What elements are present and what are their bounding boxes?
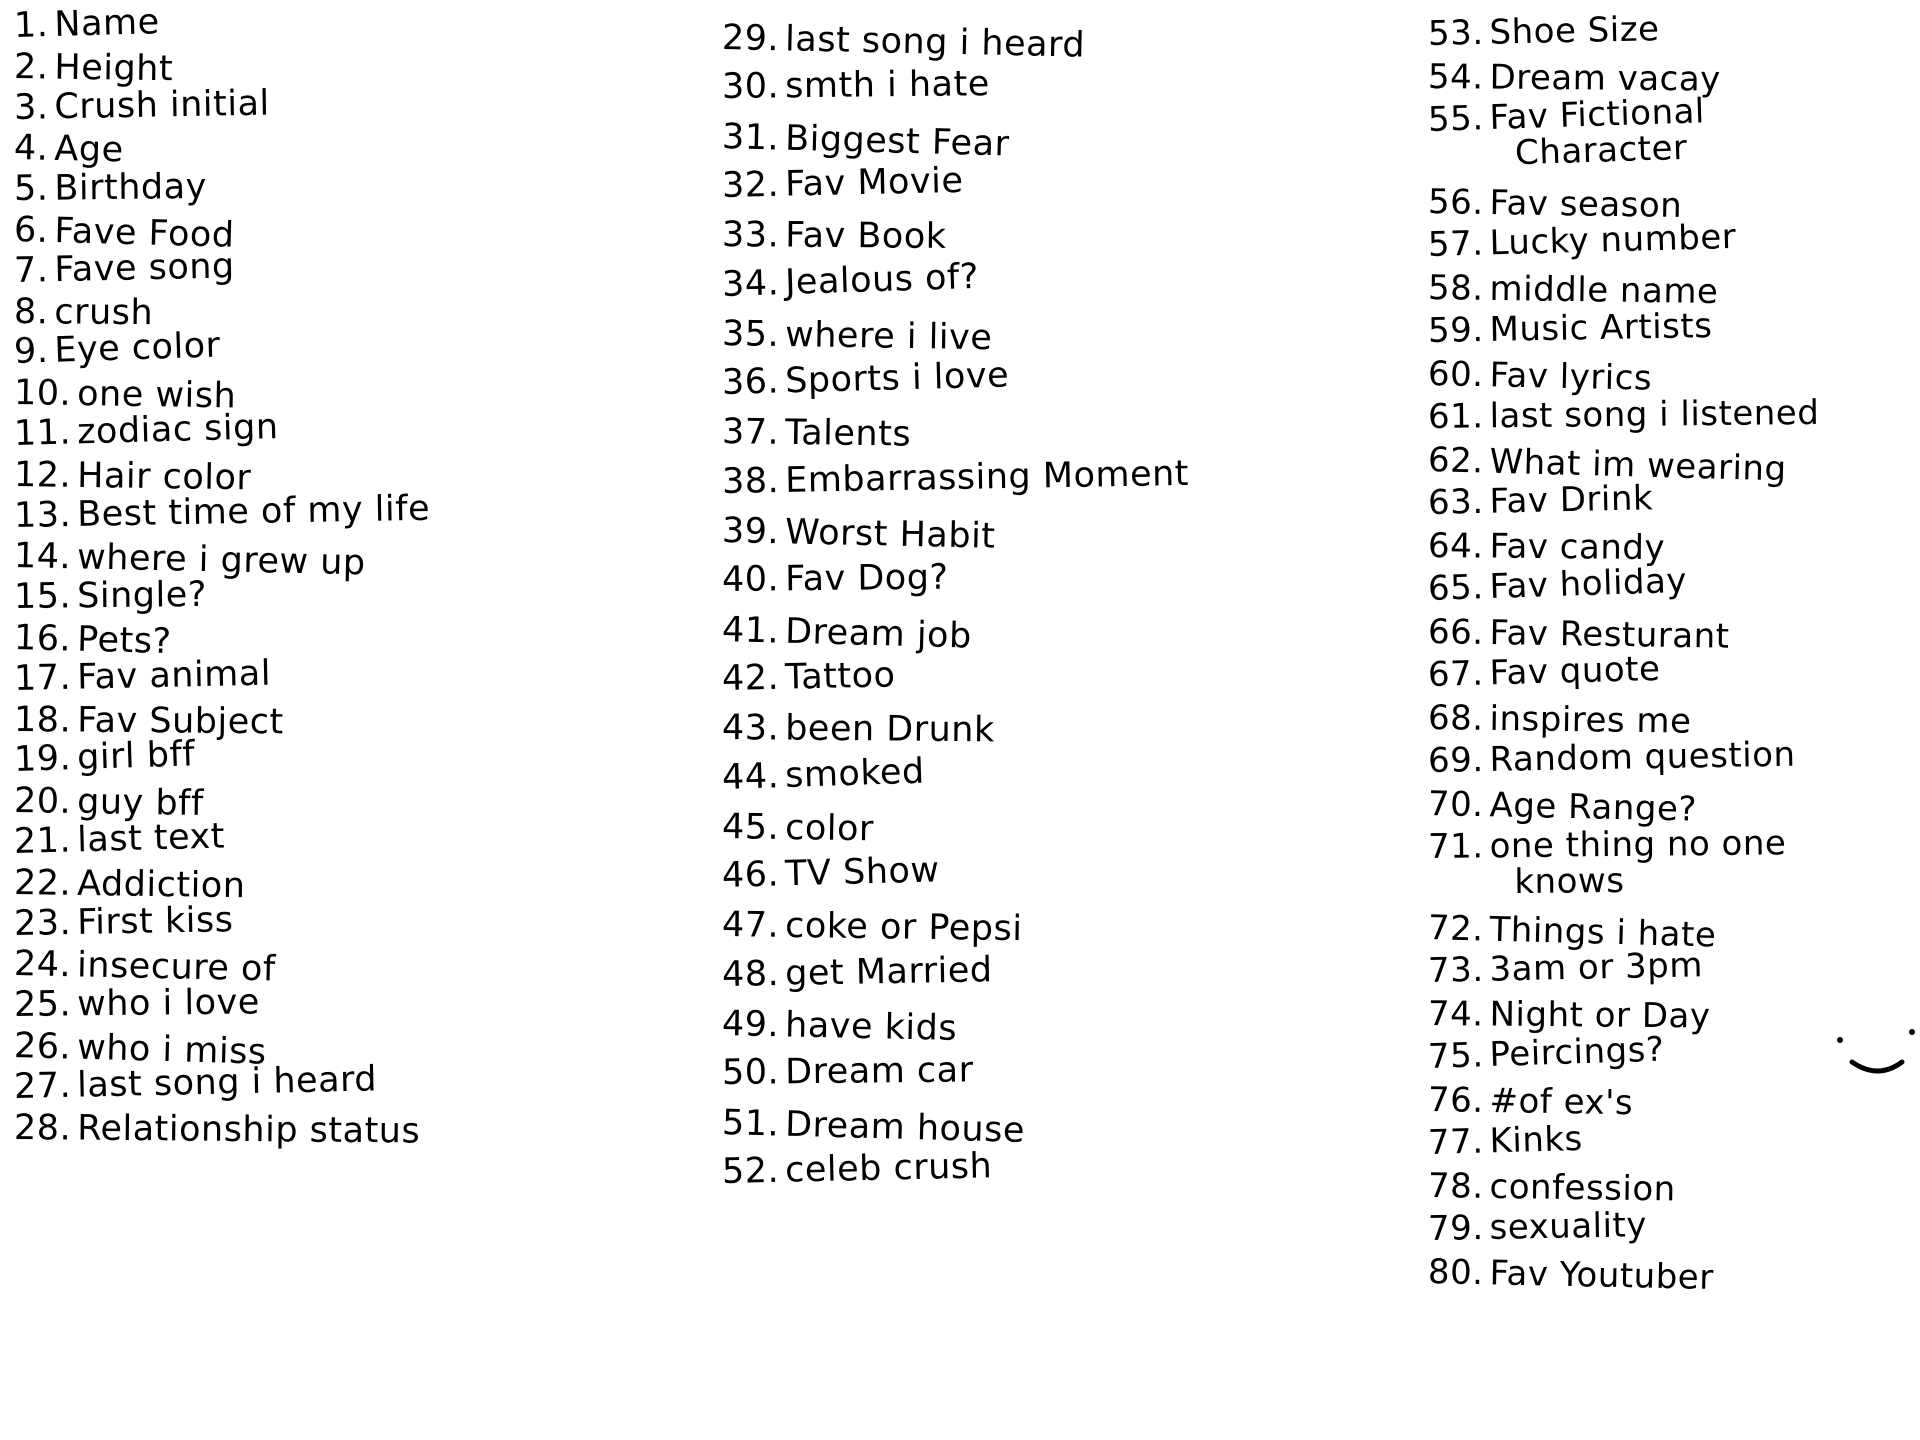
question-item — [14, 983, 260, 1026]
question-text: Fav animal — [76, 653, 272, 698]
question-text: Addiction — [76, 863, 246, 907]
question-item — [721, 117, 1009, 165]
question-text: Dream car — [784, 1050, 974, 1093]
question-text: Worst Habit — [784, 512, 996, 557]
question-text: Talents — [784, 413, 912, 456]
question-text: been Drunk — [784, 708, 995, 751]
question-item — [1428, 698, 1692, 742]
question-number: 4. — [13, 128, 49, 170]
question-number: 71. — [1427, 826, 1484, 867]
question-item — [14, 246, 235, 291]
question-number: 7. — [13, 250, 49, 291]
question-item — [14, 128, 124, 170]
question-item — [722, 708, 995, 750]
question-text: Age Range? — [1489, 784, 1698, 830]
question-text: crush — [54, 291, 154, 333]
question-text: Dream vacay — [1489, 57, 1721, 100]
question-number: 10. — [13, 373, 72, 415]
question-number: 19. — [13, 738, 72, 781]
question-item — [1428, 784, 1698, 830]
question-item — [14, 863, 246, 906]
question-text: Fav lyrics — [1489, 354, 1653, 399]
question-text: Fav Subject — [76, 700, 284, 742]
question-number: 11. — [13, 412, 72, 454]
question-number: 27. — [13, 1065, 72, 1107]
question-text: Single? — [76, 575, 208, 617]
question-text: who i love — [76, 982, 260, 1025]
question-text: Fav Movie — [784, 160, 964, 205]
question-number: 50. — [721, 1052, 780, 1094]
question-number: 77. — [1427, 1121, 1485, 1164]
question-item — [13, 2, 160, 46]
question-number: 67. — [1427, 653, 1485, 695]
question-number: 15. — [13, 576, 72, 618]
question-item — [722, 161, 964, 206]
question-number: 28. — [13, 1107, 72, 1149]
question-text: Music Artists — [1489, 305, 1713, 350]
question-text: last song i heard — [784, 19, 1086, 66]
question-text: Random question — [1489, 734, 1796, 780]
question-number: 76. — [1427, 1080, 1484, 1122]
question-text: coke or Pepsi — [784, 906, 1023, 950]
question-text: Lucky number — [1489, 216, 1737, 264]
question-item — [1428, 946, 1704, 992]
question-item — [1428, 1206, 1648, 1250]
question-number: 52. — [721, 1150, 780, 1192]
question-number: 46. — [721, 854, 780, 897]
question-item — [1428, 1080, 1634, 1123]
question-text: Pets? — [76, 619, 173, 663]
question-item — [1428, 1252, 1715, 1298]
question-number: 31. — [721, 116, 780, 159]
question-text: color — [784, 807, 875, 850]
question-number: 8. — [13, 291, 49, 332]
question-number: 2. — [13, 46, 49, 88]
question-number: 45. — [721, 806, 780, 848]
question-number: 18. — [13, 699, 72, 741]
question-item — [1428, 268, 1719, 312]
smiley-doodle — [1830, 1010, 1920, 1080]
question-item — [1428, 612, 1730, 657]
question-text: Biggest Fear — [784, 118, 1010, 165]
question-text: have kids — [784, 1005, 958, 1049]
question-number: 14. — [13, 536, 72, 578]
question-number: 1. — [13, 5, 49, 46]
question-text: Fav Dog? — [784, 557, 949, 600]
question-item — [722, 18, 1086, 66]
question-item — [13, 816, 225, 862]
question-text: Age — [53, 129, 125, 171]
question-number: 78. — [1427, 1166, 1484, 1208]
question-number: 48. — [721, 953, 780, 995]
question-text: confession — [1489, 1167, 1676, 1210]
question-text: zodiac sign — [76, 407, 280, 453]
question-number: 22. — [13, 862, 72, 904]
question-number: 57. — [1427, 223, 1485, 265]
question-item — [722, 412, 912, 455]
question-item — [721, 751, 925, 797]
question-text: Fav season — [1489, 182, 1683, 226]
question-number: 35. — [721, 313, 780, 355]
question-item — [722, 454, 1190, 502]
question-text: where i live — [784, 314, 993, 359]
question-number: 70. — [1427, 783, 1484, 825]
question-text: smoked — [784, 751, 926, 796]
question-number: 79. — [1427, 1208, 1484, 1250]
question-number: 36. — [721, 361, 780, 404]
question-item — [721, 610, 972, 657]
question-item — [722, 215, 947, 257]
question-text: Fav Resturant — [1489, 612, 1730, 657]
question-number: 26. — [13, 1026, 72, 1068]
question-number: 20. — [13, 781, 72, 823]
question-text: sexuality — [1489, 1205, 1648, 1249]
question-number: 16. — [13, 618, 72, 660]
question-number: 43. — [721, 708, 780, 749]
question-text: Fav candy — [1489, 526, 1666, 568]
question-text: inspires me — [1489, 698, 1692, 742]
question-text: Fav Book — [784, 215, 947, 258]
question-number: 63. — [1427, 481, 1484, 523]
question-number: 12. — [13, 454, 72, 496]
question-number: 53. — [1427, 12, 1484, 54]
question-number: 23. — [13, 902, 72, 944]
question-number: 3. — [13, 86, 49, 128]
question-number: 69. — [1427, 739, 1484, 781]
question-text: Fave Food — [53, 211, 236, 256]
question-item — [1428, 526, 1665, 568]
question-number: 37. — [721, 412, 780, 454]
question-text: Fav Fictional — [1488, 91, 1706, 139]
question-item — [14, 575, 207, 617]
question-item — [722, 314, 993, 358]
question-text: 3am or 3pm — [1489, 945, 1704, 991]
question-text: Relationship status — [76, 1108, 421, 1152]
question-item — [1428, 393, 1820, 437]
question-number: 13. — [13, 494, 72, 536]
question-text: Name — [53, 2, 161, 45]
question-item — [1428, 478, 1654, 523]
question-item — [1428, 9, 1660, 54]
question-number: 40. — [721, 559, 780, 601]
question-number: 5. — [13, 168, 49, 210]
question-item — [722, 655, 896, 699]
question-number: 59. — [1427, 309, 1484, 351]
question-number: 47. — [721, 905, 780, 947]
question-number: 55. — [1427, 98, 1485, 140]
question-item — [1428, 306, 1713, 351]
question-text: Fav Youtuber — [1489, 1253, 1715, 1299]
question-item — [1428, 734, 1796, 780]
question-number: 6. — [13, 210, 49, 251]
question-number: 65. — [1427, 566, 1485, 609]
question-item — [1427, 91, 1706, 174]
question-text: First kiss — [76, 899, 234, 943]
question-item — [722, 511, 996, 557]
question-text: Hair color — [76, 455, 252, 499]
question-text: insecure of — [76, 945, 277, 990]
question-number: 61. — [1427, 396, 1484, 437]
question-number: 32. — [721, 164, 780, 206]
question-item — [722, 558, 949, 600]
question-item — [13, 407, 279, 454]
question-text: where i grew up — [76, 537, 367, 584]
question-item — [721, 356, 1009, 404]
question-text-continued: Character — [1514, 127, 1688, 174]
question-text: Tattoo — [784, 655, 896, 698]
question-item — [722, 807, 874, 849]
question-text: last song i listened — [1489, 392, 1820, 437]
question-number: 17. — [13, 657, 72, 699]
question-number: 73. — [1427, 950, 1484, 992]
question-item — [14, 83, 270, 127]
question-text-continued: knows — [1514, 860, 1625, 902]
question-text: Birthday — [54, 167, 208, 209]
question-text: last song i heard — [76, 1059, 378, 1106]
question-item — [1428, 1166, 1676, 1209]
smiley-right-eye — [1909, 1029, 1915, 1035]
question-item — [1427, 649, 1660, 695]
question-text: middle name — [1489, 268, 1719, 312]
question-number: 60. — [1427, 353, 1484, 395]
question-text: smth i hate — [784, 64, 990, 107]
question-text: guy bff — [76, 782, 205, 825]
question-number: 72. — [1427, 908, 1485, 950]
question-item — [14, 488, 431, 535]
question-item — [13, 326, 221, 372]
question-number: 44. — [721, 755, 780, 798]
question-item — [722, 950, 993, 995]
question-number: 49. — [721, 1004, 780, 1046]
question-item — [721, 256, 979, 304]
question-number: 51. — [721, 1102, 780, 1145]
question-text: last text — [76, 816, 226, 861]
question-text: Night or Day — [1489, 994, 1711, 1037]
question-item — [1427, 217, 1736, 265]
question-number: 34. — [721, 262, 780, 305]
question-text: Best time of my life — [76, 488, 431, 535]
question-item — [14, 1059, 378, 1107]
question-number: 64. — [1427, 525, 1484, 567]
question-text: Crush initial — [54, 83, 271, 127]
question-text: Eye color — [53, 325, 222, 372]
question-text: Dream job — [784, 611, 973, 657]
question-number: 9. — [13, 331, 50, 373]
question-text: girl bff — [76, 734, 196, 779]
question-number: 30. — [721, 66, 780, 108]
question-text: one wish — [76, 374, 237, 417]
question-item — [1427, 1030, 1665, 1077]
question-text: Kinks — [1489, 1119, 1584, 1162]
question-number: 39. — [721, 511, 780, 553]
question-text: get Married — [784, 949, 993, 994]
question-item — [1427, 561, 1687, 609]
question-item — [14, 653, 272, 698]
question-text: one thing no one — [1489, 822, 1787, 867]
question-text: Height — [54, 47, 174, 90]
question-number: 29. — [721, 18, 780, 60]
question-item — [14, 900, 234, 944]
question-number: 56. — [1427, 181, 1484, 223]
question-number: 74. — [1427, 994, 1484, 1035]
question-item — [722, 1051, 974, 1094]
question-item — [722, 1146, 993, 1192]
question-number: 41. — [721, 609, 780, 652]
question-text: Fav quote — [1489, 648, 1661, 694]
question-item — [722, 1004, 958, 1049]
question-text: Sports i love — [784, 355, 1010, 402]
question-text: Fav Drink — [1489, 477, 1654, 522]
question-text: Fave song — [53, 246, 236, 290]
question-item — [1427, 822, 1787, 902]
question-number: 58. — [1427, 267, 1484, 309]
question-item — [722, 64, 990, 107]
question-text: #of ex's — [1489, 1081, 1634, 1124]
question-number: 68. — [1427, 697, 1484, 739]
question-item — [14, 1108, 421, 1152]
question-text: celeb crush — [784, 1146, 993, 1191]
question-number: 21. — [13, 820, 72, 862]
smiley-mouth — [1852, 1062, 1902, 1071]
question-item — [14, 292, 153, 333]
question-number: 62. — [1427, 439, 1485, 482]
question-item — [721, 1103, 1025, 1151]
question-number: 54. — [1427, 57, 1484, 98]
question-item — [1427, 1119, 1583, 1163]
smiley-left-eye — [1837, 1037, 1843, 1043]
question-text: who i miss — [76, 1027, 268, 1073]
question-text: TV Show — [784, 850, 941, 895]
question-number: 24. — [13, 944, 72, 986]
question-number: 33. — [721, 215, 780, 256]
question-number: 38. — [721, 460, 780, 502]
question-text: Dream house — [784, 1104, 1026, 1151]
question-number: 66. — [1427, 611, 1484, 653]
question-text: Embarrassing Moment — [784, 453, 1190, 501]
question-item — [1428, 994, 1711, 1036]
question-item — [721, 850, 940, 896]
question-item — [14, 167, 207, 209]
question-text: Shoe Size — [1489, 9, 1660, 53]
question-item — [1428, 354, 1653, 399]
question-text: Things i hate — [1489, 910, 1717, 956]
question-item — [722, 905, 1023, 949]
question-text: What im wearing — [1489, 441, 1788, 490]
question-text: Peircings? — [1488, 1029, 1666, 1076]
question-number: 75. — [1427, 1035, 1485, 1078]
question-text: Jealous of? — [784, 256, 980, 303]
question-number: 42. — [721, 657, 780, 699]
question-text: Fav holiday — [1488, 560, 1688, 607]
question-item — [14, 47, 174, 89]
question-number: 80. — [1427, 1252, 1484, 1294]
question-item — [13, 735, 195, 781]
question-number: 25. — [13, 984, 72, 1026]
